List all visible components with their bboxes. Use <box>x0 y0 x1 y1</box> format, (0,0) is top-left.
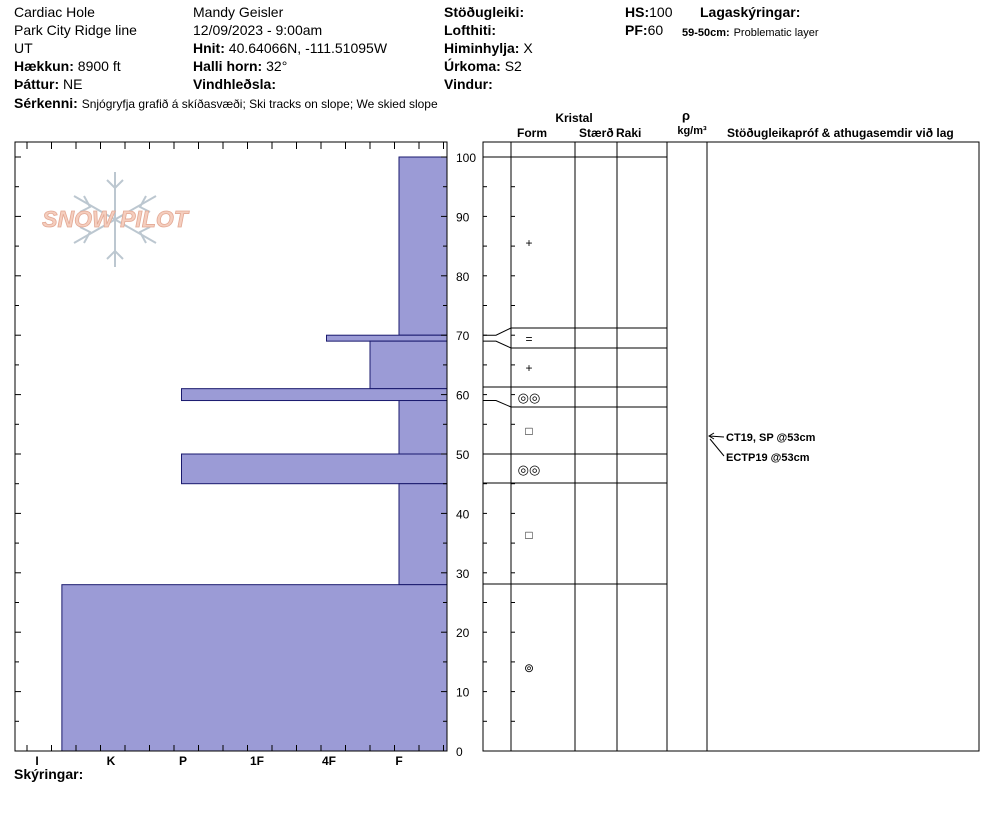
depth-tick-label: 10 <box>456 685 470 700</box>
boundary-connector <box>483 328 511 335</box>
col-kristal: Kristal <box>555 111 593 125</box>
depth-tick-label: 20 <box>456 626 470 641</box>
grain-form-0: + <box>525 236 533 250</box>
depth-axis-labels <box>456 151 476 759</box>
depth-tick-label: 40 <box>456 507 470 522</box>
precip-label: Úrkoma: <box>444 58 501 74</box>
location-area: Park City Ridge line <box>14 22 137 38</box>
hardness-axis-labels <box>35 754 402 768</box>
grain-form-7: ⊚ <box>523 661 535 675</box>
features-label: Sérkenni: <box>14 95 78 111</box>
wind-label: Vindur: <box>444 76 493 92</box>
slope-value: 32° <box>266 58 288 74</box>
hardness-bar-5 <box>182 454 448 484</box>
layer-table <box>483 142 979 751</box>
col-rho: ρ <box>681 108 691 123</box>
layer-note-text: Problematic layer <box>733 27 819 39</box>
depth-tick-label: 90 <box>456 210 470 225</box>
col-size: Stærð <box>579 126 614 140</box>
grain-form-3: ◎◎ <box>517 390 541 405</box>
notes-label: Skýringar: <box>14 766 84 782</box>
grain-form-symbols <box>518 236 541 675</box>
elevation-value: 8900 ft <box>77 58 121 74</box>
hardness-tick-label: 1F <box>249 754 265 768</box>
features-value: Snjógryfja grafið á skíðasvæði; Ski tracks on slope; We skied slope <box>81 97 438 111</box>
hardness-tick-label: 4F <box>321 754 337 768</box>
layer-note-range: 59-50cm: <box>682 27 730 39</box>
aspect-label: Þáttur: <box>14 76 60 92</box>
air-temp-label: Lofthiti: <box>444 22 497 38</box>
test-2: ECTP19 @53cm <box>726 452 810 464</box>
depth-tick-label: 0 <box>456 745 463 759</box>
depth-tick-label: 100 <box>456 151 477 165</box>
layer-notes-label: Lagaskýringar: <box>700 4 801 20</box>
pf-value: 60 <box>647 22 664 38</box>
depth-tick-label: 60 <box>456 388 470 403</box>
elevation-label: Hækkun: <box>14 58 74 74</box>
coords-value: 40.64066N, -111.51095W <box>228 40 388 56</box>
slope-label: Halli horn: <box>193 58 263 74</box>
hs-label: HS: <box>625 4 650 20</box>
sky-value: X <box>523 40 533 56</box>
boundary-connector <box>483 401 511 407</box>
col-form: Form <box>517 126 547 140</box>
sky-label: Himinhylja: <box>444 40 520 56</box>
observer: Mandy Geisler <box>193 4 284 20</box>
boundary-connector <box>483 341 511 348</box>
hardness-bar-0 <box>399 157 447 335</box>
col-density-unit: kg/m³ <box>677 125 707 137</box>
hardness-bar-2 <box>370 341 447 389</box>
test-annotations <box>709 432 816 464</box>
depth-tick-label: 50 <box>456 448 470 462</box>
hardness-tick-label: P <box>178 754 188 768</box>
datetime: 12/09/2023 - 9:00am <box>193 22 323 38</box>
col-stability-tests: Stöðugleikapróf & athugasemdir við lag <box>727 126 954 140</box>
hardness-tick-label: K <box>106 754 116 768</box>
hardness-tick-label: I <box>35 754 39 768</box>
depth-tick-label: 80 <box>456 269 470 284</box>
precip-value: S2 <box>504 58 522 74</box>
hardness-bars <box>62 157 447 751</box>
location-state: UT <box>14 40 33 56</box>
test-1: CT19, SP @53cm <box>726 432 816 444</box>
hardness-bar-1 <box>327 335 448 341</box>
coords-label: Hnit: <box>193 40 225 56</box>
hardness-bar-7 <box>62 585 447 751</box>
grain-form-2: + <box>525 361 533 375</box>
hardness-bar-4 <box>399 401 447 454</box>
grain-form-4: □ <box>525 424 533 438</box>
grain-form-5: ◎◎ <box>517 462 541 477</box>
pf-label: PF: <box>625 22 648 38</box>
grain-form-6: □ <box>525 528 533 542</box>
hardness-bar-6 <box>399 484 447 585</box>
aspect-value: NE <box>63 76 83 92</box>
logo-text: SNOW PILOT <box>42 206 188 232</box>
hs-value: 100 <box>649 4 673 20</box>
table-frame <box>483 142 979 751</box>
stability-label: Stöðugleiki: <box>444 4 525 20</box>
depth-tick-label: 30 <box>456 566 470 581</box>
grain-form-1: = <box>525 332 533 346</box>
hardness-bar-3 <box>182 389 448 401</box>
snowpilot-logo <box>42 172 190 267</box>
wind-loading-label: Vindhleðsla: <box>193 76 276 92</box>
location-name: Cardiac Hole <box>14 4 95 20</box>
col-moisture: Raki <box>616 126 642 140</box>
depth-tick-label: 70 <box>456 329 470 344</box>
hardness-tick-label: F <box>395 754 403 768</box>
